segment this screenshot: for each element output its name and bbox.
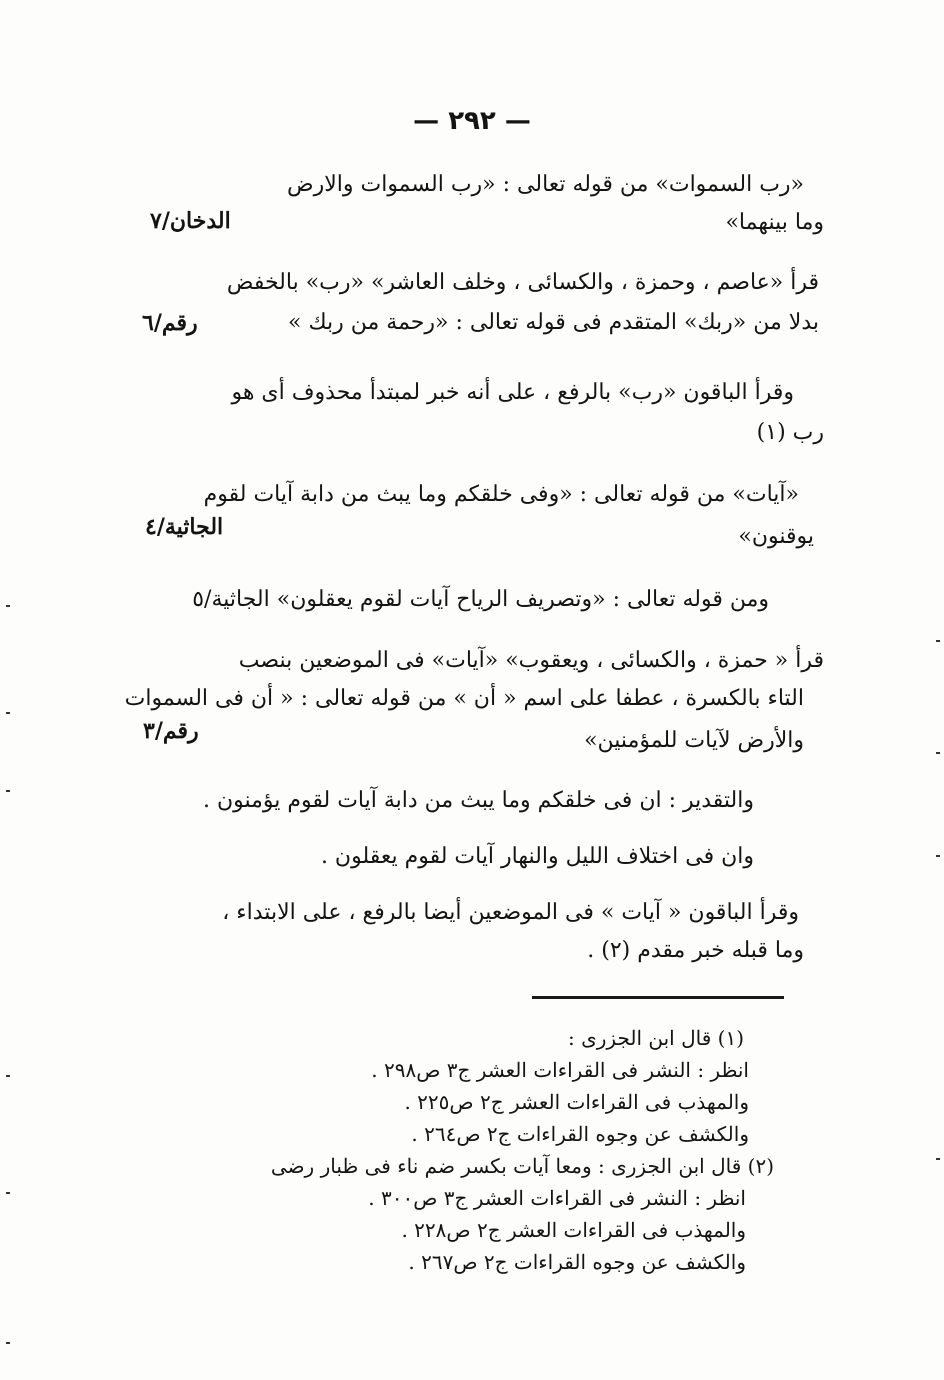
text-line: وما قبله خبر مقدم (٢) .	[587, 938, 804, 963]
verse-reference: رقم/٣	[143, 718, 199, 744]
text-line: وقرأ الباقون « آيات » فى الموضعين أيضا بالرفع ، على الابتداء ،	[222, 900, 799, 925]
text-line: قرأ «عاصم ، وحمزة ، والكسائى ، وخلف العاشر» «رب» بالخفض	[226, 270, 819, 295]
scan-speck	[936, 855, 940, 857]
scan-speck	[6, 1342, 10, 1344]
scan-speck	[6, 712, 10, 714]
footnote-line: (٢) قال ابن الجزرى : ومعا آيات بكسر ضم ناء فى ظبار رضى	[270, 1154, 774, 1178]
footnote-line: والمهذب فى القراءات العشر ج٢ ص٢٢٨ .	[401, 1218, 746, 1242]
text-line: «رب السموات» من قوله تعالى : «رب السموات والارض	[287, 172, 804, 197]
footnote-line: (١) قال ابن الجزرى :	[568, 1026, 744, 1050]
text-line: التاء بالكسرة ، عطفا على اسم « أن » من قوله تعالى : « أن فى السموات	[124, 686, 804, 711]
scan-speck	[6, 1192, 10, 1194]
scan-speck	[936, 1158, 940, 1160]
scan-speck	[6, 1075, 10, 1077]
verse-reference: الجاثية/٤	[145, 514, 224, 540]
footnote-separator	[532, 996, 784, 999]
text-line: وان فى اختلاف الليل والنهار آيات لقوم يعقلون .	[320, 844, 754, 869]
verse-reference: الدخان/٧	[150, 208, 231, 234]
text-line: والأرض لآيات للمؤمنين»	[584, 728, 804, 753]
text-line: قرأ « حمزة ، والكسائى ، ويعقوب» «آيات» فى الموضعين بنصب	[238, 648, 824, 673]
text-line: بدلا من «ربك» المتقدم فى قوله تعالى : «رحمة من ربك »	[288, 310, 819, 335]
footnote-line: انظر : النشر فى القراءات العشر ج٣ ص٣٠٠ .	[368, 1186, 746, 1210]
text-line: والتقدير : ان فى خلقكم وما يبث من دابة آيات لقوم يؤمنون .	[203, 788, 754, 813]
scan-speck	[6, 605, 10, 607]
footnote-line: انظر : النشر فى القراءات العشر ج٣ ص٢٩٨ .	[371, 1058, 749, 1082]
footnote-line: والمهذب فى القراءات العشر ج٢ ص٢٢٥ .	[404, 1090, 749, 1114]
scan-speck	[6, 790, 10, 792]
text-line: «آيات» من قوله تعالى : «وفى خلقكم وما يبث من دابة آيات لقوم	[203, 482, 799, 507]
footnote-line: والكشف عن وجوه القراءات ج٢ ص٢٦٤ .	[411, 1122, 749, 1146]
text-line: وما بينهما»	[725, 210, 824, 235]
scan-speck	[936, 640, 940, 642]
scan-speck	[936, 752, 940, 754]
text-line: رب (١)	[756, 420, 824, 445]
page-number: — ٢٩٢ —	[413, 106, 531, 136]
text-line: ومن قوله تعالى : «وتصريف الرياح آيات لقوم يعقلون» الجاثية/٥	[192, 587, 769, 612]
verse-reference: رقم/٦	[142, 310, 198, 336]
text-line: يوقنون»	[738, 524, 814, 549]
text-line: وقرأ الباقون «رب» بالرفع ، على أنه خبر لمبتدأ محذوف أى هو	[231, 380, 794, 405]
footnote-line: والكشف عن وجوه القراءات ج٢ ص٢٦٧ .	[408, 1250, 746, 1274]
